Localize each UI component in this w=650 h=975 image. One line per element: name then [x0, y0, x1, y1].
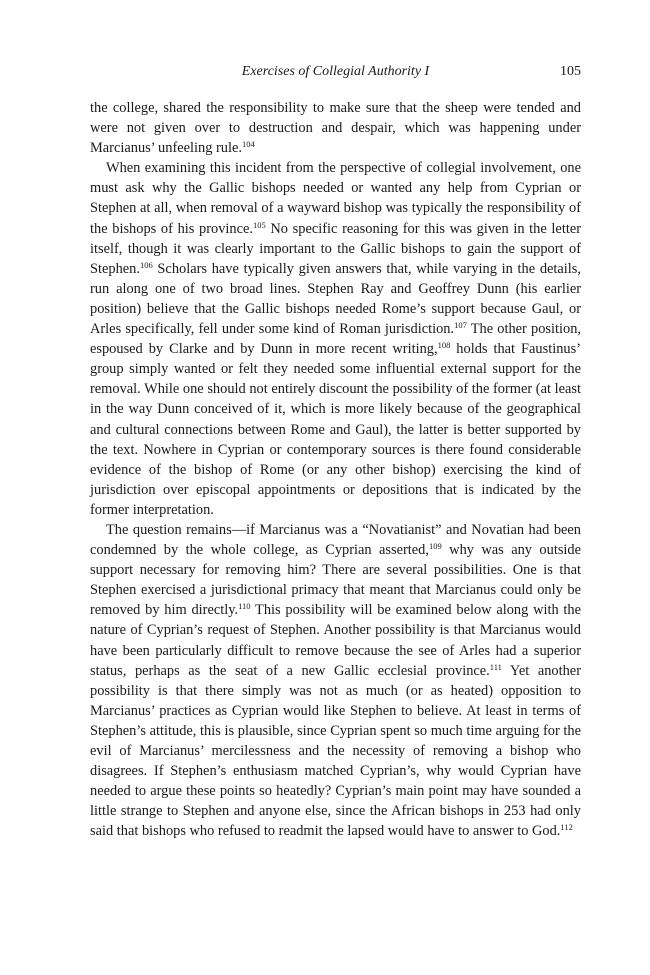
- body-paragraph: [90, 98, 581, 158]
- footnote-reference: 109: [428, 541, 442, 552]
- paragraph-text: The question remains—if Marcianus was a “Novatianist” and Novatian had been condemned by the whole college, as Cyprian asserted,: [90, 521, 581, 559]
- body-paragraph: [90, 520, 581, 842]
- running-head: [90, 62, 581, 84]
- footnote-reference: 106: [139, 259, 153, 270]
- paragraph-text: holds that Faustinus’ group simply wanted or felt they needed some influential external support for the removal. While one should not entirely discount the possibility of the former (at least in the way Dunn conceived of it, which is more likely because of the geographical and cultural connections between Rome and Gaul), the latter is better supported by the text. Nowhere in Cyprian or contemporary sources is there found considerable evidence of the bishop of Rome (or any other bishop) exercising the kind of jurisdiction over episcopal appointments or depositions that is indicated by the former interpretation.: [90, 341, 582, 518]
- paragraph-text: Scholars have typically given answers that, while varying in the details, run along one of two broad lines. Stephen Ray and Geoffrey Dunn (his earlier position) believe that the Gallic bishops needed Rome’s support because Gaul, or Arles specifically, fell under some kind of Roman jurisdiction.: [90, 260, 581, 338]
- paragraph-text: the college, shared the responsibility to make sure that the sheep were tended and were not given over to destruction and despair, which was happening under Marcianus’ unfeeling rule.: [90, 100, 581, 157]
- paragraph-text: This possibility will be examined below along with the nature of Cyprian’s request of Stephen. Another possibility is that Marcianus would have been particularly difficult to remove because the see of Arles had a superior status, perhaps as the seat of a new Gallic ecclesial province.: [90, 602, 582, 679]
- footnote-reference: 110: [238, 601, 251, 612]
- paragraph-text: The other position, espoused by Clarke and by Dunn in more recent writing,: [90, 321, 581, 358]
- footnote-reference: 104: [241, 139, 255, 150]
- paragraph-text: Yet another possibility is that there simply was not as much (or as heated) opposition to Marcianus’ practices as Cyprian would like Stephen to believe. At least in terms of Stephen’s attitude, this is plausible, since Cyprian spent so much time arguing for the evil of Marcianus’ mercilessness and the necessity of removing a bishop who disagrees. If Stephen’s enthusiasm matched Cyprian’s, why would Cyprian have needed to argue these points so heatedly? Cyprian’s main point may have sounded a little strange to Stephen and anyone else, since the African bishops in 253 had only said that bishops who refused to readmit the lapsed would have to answer to God.: [90, 662, 581, 840]
- paragraph-text: When examining this incident from the perspective of collegial involvement, one must ask why the Gallic bishops needed or wanted any help from Cyprian or Stephen at all, when removal of a wayward bishop was typically the responsibility of the bishops of his province.: [90, 160, 581, 237]
- page-number: 105: [560, 64, 581, 79]
- paragraph-text: why was any outside support necessary for removing him? There are several possibilities. One is that Stephen exercised a jurisdictional primacy that meant that Marcianus could only be removed by him directly.: [90, 542, 581, 619]
- paragraph-text: No specific reasoning for this was given in the letter itself, though it was clearly important to the Gallic bishops to gain the support of Stephen.: [90, 220, 581, 277]
- running-title: Exercises of Collegial Authority I: [241, 64, 430, 79]
- footnote-reference: 112: [560, 822, 573, 833]
- body-text: [90, 98, 581, 841]
- footnote-reference: 107: [454, 320, 467, 331]
- footnote-reference: 108: [437, 340, 451, 351]
- body-paragraph: [90, 158, 581, 520]
- footnote-reference: 105: [252, 219, 266, 230]
- footnote-reference: 111: [489, 661, 502, 672]
- book-page: [90, 62, 581, 841]
